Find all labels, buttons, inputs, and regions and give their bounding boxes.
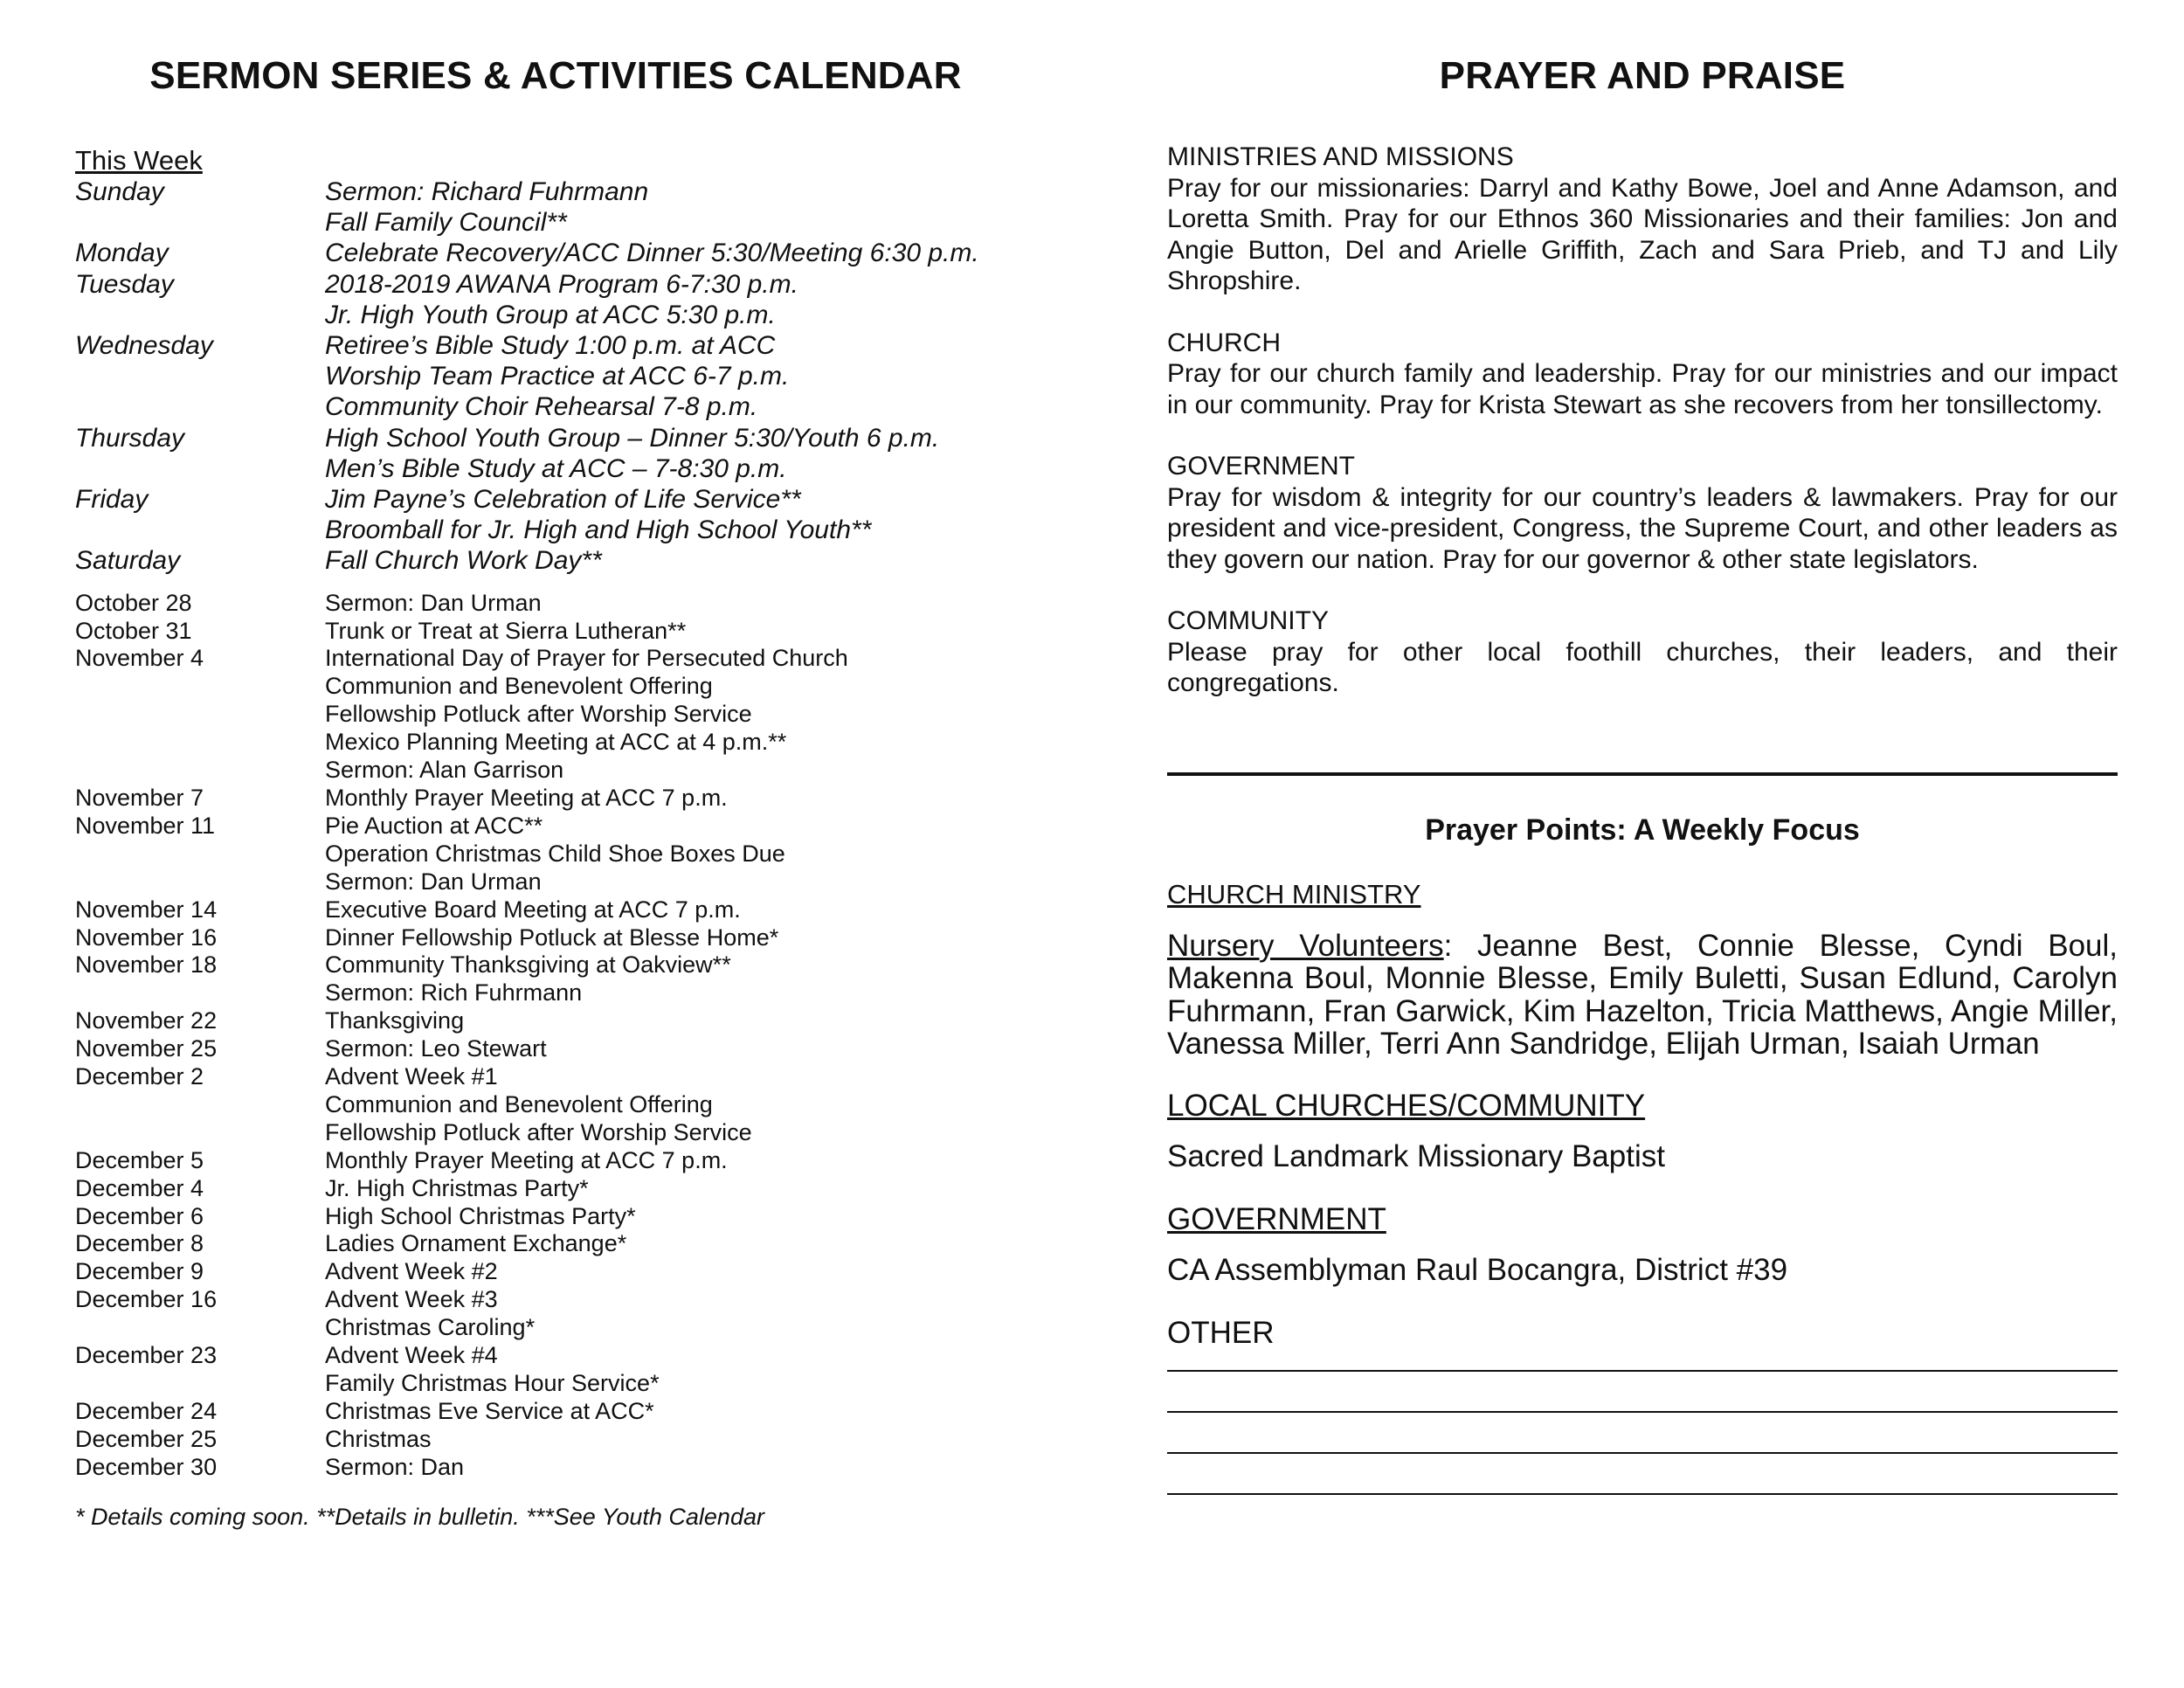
prayer-section-heading: COMMUNITY bbox=[1167, 606, 1329, 635]
event-items bbox=[325, 1063, 1062, 1147]
event-row bbox=[75, 924, 1062, 952]
event-date: December 24 bbox=[75, 1397, 218, 1424]
event-row bbox=[75, 1230, 1062, 1258]
event-items bbox=[325, 785, 1062, 813]
week-day: Saturday bbox=[75, 546, 181, 576]
prayer-section-text: Pray for our church family and leadership. Pray for our ministries and our impact in our community. Pray for Krista Stewart as she recovers from her tonsillectomy. bbox=[1167, 359, 2118, 419]
week-item: Men’s Bible Study at ACC – 7-8:30 p.m. bbox=[325, 453, 787, 483]
write-in-line[interactable] bbox=[1167, 1411, 2118, 1413]
event-date: November 7 bbox=[75, 784, 204, 811]
calendar-title: SERMON SERIES & ACTIVITIES CALENDAR bbox=[149, 54, 962, 97]
event-date: November 25 bbox=[75, 1035, 218, 1062]
week-day: Friday bbox=[75, 485, 149, 515]
event-item: Christmas Eve Service at ACC* bbox=[325, 1397, 654, 1424]
week-item: Fall Family Council** bbox=[325, 208, 567, 238]
event-item: Trunk or Treat at Sierra Lutheran** bbox=[325, 617, 687, 644]
event-item: Advent Week #3 bbox=[325, 1286, 498, 1313]
section-divider bbox=[1167, 772, 2118, 776]
week-item: Retiree’s Bible Study 1:00 p.m. at ACC bbox=[325, 331, 776, 361]
event-items bbox=[325, 1342, 1062, 1398]
write-in-line[interactable] bbox=[1167, 1370, 2118, 1372]
event-row bbox=[75, 1342, 1062, 1398]
week-item: Celebrate Recovery/ACC Dinner 5:30/Meeting 6:30 p.m. bbox=[325, 239, 979, 268]
church-ministry-heading: CHURCH MINISTRY bbox=[1167, 878, 1421, 910]
event-date: October 28 bbox=[75, 589, 192, 616]
upcoming-events-list bbox=[75, 590, 1062, 1482]
event-item: Sermon: Rich Fuhrmann bbox=[325, 979, 583, 1007]
prayer-section bbox=[1167, 451, 2118, 575]
this-week-row bbox=[75, 423, 1062, 484]
event-date: December 2 bbox=[75, 1063, 204, 1090]
prayer-section-heading: MINISTRIES AND MISSIONS bbox=[1167, 142, 1514, 171]
event-item: Communion and Benevolent Offering bbox=[325, 1090, 713, 1117]
this-week-row bbox=[75, 238, 1062, 268]
week-item: Sermon: Richard Fuhrmann bbox=[325, 177, 649, 206]
write-in-line[interactable] bbox=[1167, 1493, 2118, 1495]
event-item: High School Christmas Party* bbox=[325, 1202, 636, 1229]
event-item: Ladies Ornament Exchange* bbox=[325, 1230, 627, 1257]
event-items bbox=[325, 618, 1062, 646]
week-item: 2018-2019 AWANA Program 6-7:30 p.m. bbox=[325, 269, 798, 299]
event-row bbox=[75, 1203, 1062, 1231]
event-item: Advent Week #1 bbox=[325, 1063, 498, 1090]
event-row bbox=[75, 1007, 1062, 1035]
event-date: November 22 bbox=[75, 1007, 218, 1034]
event-items bbox=[325, 1230, 1062, 1258]
event-row bbox=[75, 1398, 1062, 1426]
week-item: Jr. High Youth Group at ACC 5:30 p.m. bbox=[325, 300, 776, 329]
event-row bbox=[75, 1426, 1062, 1454]
event-items bbox=[325, 1203, 1062, 1231]
event-item: Monthly Prayer Meeting at ACC 7 p.m. bbox=[325, 1146, 728, 1173]
event-row bbox=[75, 1035, 1062, 1063]
week-items bbox=[325, 238, 1062, 268]
event-item: Sermon: Dan bbox=[325, 1453, 465, 1480]
local-churches-heading: LOCAL CHURCHES/COMMUNITY bbox=[1167, 1088, 1646, 1123]
event-item: Family Christmas Hour Service* bbox=[325, 1370, 660, 1397]
event-item: Advent Week #2 bbox=[325, 1258, 498, 1285]
other-heading: OTHER bbox=[1167, 1315, 1275, 1350]
week-items bbox=[325, 176, 1062, 238]
event-item: Pie Auction at ACC** bbox=[325, 812, 543, 839]
this-week-row bbox=[75, 545, 1062, 576]
prayer-section-heading: GOVERNMENT bbox=[1167, 452, 1356, 481]
event-items bbox=[325, 1454, 1062, 1482]
prayer-title: PRAYER AND PRAISE bbox=[1439, 54, 1846, 97]
event-items bbox=[325, 1147, 1062, 1175]
event-item: Sermon: Dan Urman bbox=[325, 868, 542, 895]
prayer-section bbox=[1167, 328, 2118, 421]
event-row bbox=[75, 785, 1062, 813]
week-day: Tuesday bbox=[75, 269, 174, 299]
event-items bbox=[325, 1035, 1062, 1063]
event-items bbox=[325, 590, 1062, 618]
event-item: Communion and Benevolent Offering bbox=[325, 673, 713, 700]
event-item: Community Thanksgiving at Oakview** bbox=[325, 951, 731, 979]
event-item: Monthly Prayer Meeting at ACC 7 p.m. bbox=[325, 784, 728, 811]
event-row bbox=[75, 618, 1062, 646]
week-item: Jim Payne’s Celebration of Life Service** bbox=[325, 485, 801, 515]
event-item: Operation Christmas Child Shoe Boxes Due bbox=[325, 840, 785, 867]
event-row bbox=[75, 1147, 1062, 1175]
week-item: Broomball for Jr. High and High School Youth** bbox=[325, 515, 872, 545]
event-date: December 25 bbox=[75, 1425, 218, 1452]
government-focus-value: CA Assemblyman Raul Bocangra, District #39 bbox=[1167, 1252, 1788, 1287]
week-day: Sunday bbox=[75, 177, 164, 206]
event-items bbox=[325, 924, 1062, 952]
week-items bbox=[325, 423, 1062, 484]
local-churches-value: Sacred Landmark Missionary Baptist bbox=[1167, 1138, 1665, 1173]
week-item: Community Choir Rehearsal 7-8 p.m. bbox=[325, 392, 758, 422]
this-week-row bbox=[75, 484, 1062, 545]
week-item: Worship Team Practice at ACC 6-7 p.m. bbox=[325, 362, 790, 391]
event-date: November 16 bbox=[75, 924, 218, 951]
event-items bbox=[325, 951, 1062, 1007]
event-date: December 16 bbox=[75, 1286, 218, 1313]
event-row bbox=[75, 951, 1062, 1007]
event-items bbox=[325, 1398, 1062, 1426]
event-items bbox=[325, 1007, 1062, 1035]
this-week-row bbox=[75, 269, 1062, 330]
event-item: Advent Week #4 bbox=[325, 1342, 498, 1369]
prayer-section-text: Please pray for other local foothill churches, their leaders, and their congregations. bbox=[1167, 637, 2118, 697]
event-date: December 4 bbox=[75, 1174, 204, 1201]
prayer-sections bbox=[1167, 142, 2118, 699]
weekly-focus-title: Prayer Points: A Weekly Focus bbox=[1425, 813, 1860, 847]
event-row bbox=[75, 645, 1062, 785]
event-date: December 30 bbox=[75, 1453, 218, 1480]
event-item: Fellowship Potluck after Worship Service bbox=[325, 701, 752, 728]
event-row bbox=[75, 1286, 1062, 1342]
event-date: December 6 bbox=[75, 1202, 204, 1229]
event-item: Sermon: Leo Stewart bbox=[325, 1035, 547, 1062]
event-item: Sermon: Dan Urman bbox=[325, 589, 542, 616]
event-item: Jr. High Christmas Party* bbox=[325, 1174, 589, 1201]
event-row bbox=[75, 1258, 1062, 1286]
event-items bbox=[325, 645, 1062, 785]
this-week-heading: This Week bbox=[75, 145, 203, 176]
week-items bbox=[325, 545, 1062, 576]
event-row bbox=[75, 1175, 1062, 1203]
nursery-names: : Jeanne Best, Connie Blesse, Cyndi Boul, Makenna Boul, Monnie Blesse, Emily Buletti, Susan Edlund, Carolyn Fuhrmann, Fran Garwick, Kim Hazelton, Tricia Matthews, Angie Miller, Vanessa Miller, Terri Ann Sandridge, Elijah Urman, Isaiah Urman bbox=[1167, 928, 2118, 1061]
event-date: December 8 bbox=[75, 1230, 204, 1257]
prayer-column bbox=[1167, 54, 2118, 1534]
event-row bbox=[75, 1063, 1062, 1147]
nursery-volunteers bbox=[1167, 930, 2118, 1061]
event-date: November 18 bbox=[75, 951, 218, 979]
prayer-section bbox=[1167, 142, 2118, 297]
event-item: Executive Board Meeting at ACC 7 p.m. bbox=[325, 896, 741, 923]
event-items bbox=[325, 1258, 1062, 1286]
prayer-section-heading: CHURCH bbox=[1167, 328, 1281, 357]
event-row bbox=[75, 590, 1062, 618]
event-items bbox=[325, 813, 1062, 896]
write-in-lines bbox=[1167, 1370, 2118, 1495]
event-row bbox=[75, 896, 1062, 924]
write-in-line[interactable] bbox=[1167, 1452, 2118, 1454]
prayer-section bbox=[1167, 605, 2118, 699]
government-focus-heading: GOVERNMENT bbox=[1167, 1201, 1386, 1236]
event-date: November 4 bbox=[75, 645, 204, 672]
week-items bbox=[325, 269, 1062, 330]
week-day: Thursday bbox=[75, 423, 185, 453]
event-date: December 5 bbox=[75, 1146, 204, 1173]
event-item: Mexico Planning Meeting at ACC at 4 p.m.** bbox=[325, 729, 787, 756]
event-date: November 11 bbox=[75, 812, 216, 839]
week-day: Wednesday bbox=[75, 331, 213, 361]
calendar-footnote: * Details coming soon. **Details in bulletin. ***See Youth Calendar bbox=[75, 1503, 764, 1530]
prayer-section-text: Pray for wisdom & integrity for our country’s leaders & lawmakers. Pray for our president and vice-president, Congress, the Supreme Court, and other leaders as they govern our nation. Pray for our governor & other state legislators. bbox=[1167, 482, 2118, 574]
prayer-section-text: Pray for our missionaries: Darryl and Kathy Bowe, Joel and Anne Adamson, and Loretta Smith. Pray for our Ethnos 360 Missionaries and their families: Jon and Angie Button, Del and Arielle Griffith, Zach and Sara Prieb, and TJ and Lily Shropshire. bbox=[1167, 173, 2118, 295]
this-week-row bbox=[75, 330, 1062, 423]
week-items bbox=[325, 484, 1062, 545]
week-items bbox=[325, 330, 1062, 423]
event-items bbox=[325, 1175, 1062, 1203]
this-week-list bbox=[75, 176, 1062, 577]
nursery-label: Nursery Volunteers bbox=[1167, 928, 1444, 963]
week-item: High School Youth Group – Dinner 5:30/Youth 6 p.m. bbox=[325, 423, 940, 453]
event-date: December 23 bbox=[75, 1342, 218, 1369]
event-row bbox=[75, 1454, 1062, 1482]
event-item: Christmas bbox=[325, 1425, 432, 1452]
event-item: International Day of Prayer for Persecuted Church bbox=[325, 645, 848, 672]
event-date: November 14 bbox=[75, 896, 218, 923]
event-row bbox=[75, 813, 1062, 896]
event-item: Thanksgiving bbox=[325, 1007, 465, 1034]
event-date: October 31 bbox=[75, 617, 192, 644]
event-items bbox=[325, 1426, 1062, 1454]
calendar-column bbox=[75, 54, 1062, 1531]
event-date: December 9 bbox=[75, 1258, 204, 1285]
event-item: Fellowship Potluck after Worship Service bbox=[325, 1118, 752, 1145]
event-item: Christmas Caroling* bbox=[325, 1314, 536, 1341]
week-day: Monday bbox=[75, 239, 169, 268]
this-week-row bbox=[75, 176, 1062, 238]
event-items bbox=[325, 1286, 1062, 1342]
week-item: Fall Church Work Day** bbox=[325, 546, 602, 576]
event-item: Sermon: Alan Garrison bbox=[325, 757, 564, 784]
event-items bbox=[325, 896, 1062, 924]
event-item: Dinner Fellowship Potluck at Blesse Home* bbox=[325, 924, 779, 951]
